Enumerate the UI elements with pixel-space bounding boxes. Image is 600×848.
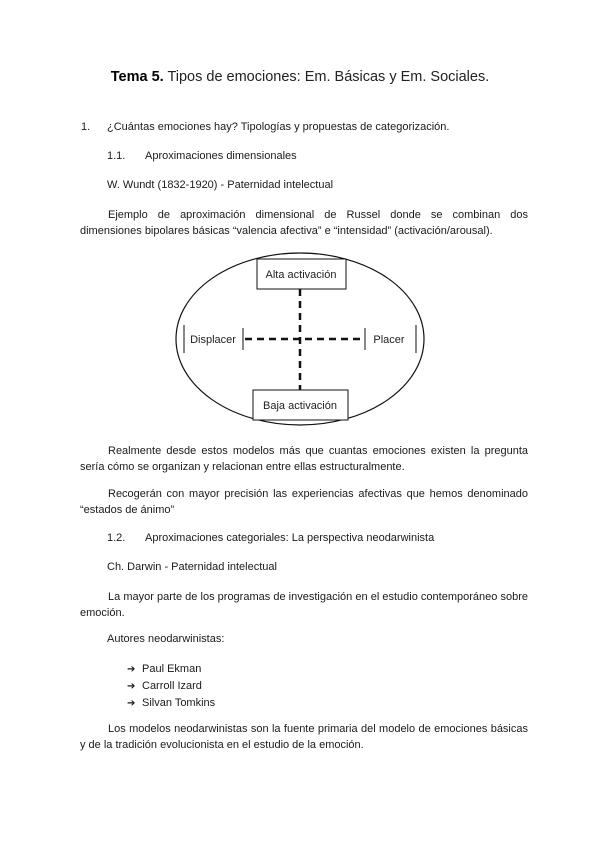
autor-name: Carroll Izard (142, 680, 202, 692)
title-rest: Tipos de emociones: Em. Básicas y Em. Sociales. (163, 69, 490, 85)
label-displacer: Displacer (190, 334, 236, 346)
paragraph-russel-text: Ejemplo de aproximación dimensional de Russel donde se combinan dos dimensiones bipolares básicas “valencia afectiva” e “intensidad” (activación/arousal). (80, 209, 528, 237)
paragraph-mayor-text: La mayor parte de los programas de investigación en el estudio contemporáneo sobre emoción. (80, 591, 528, 619)
section-1-number: 1. (81, 121, 91, 133)
section-1-heading: ¿Cuántas emociones hay? Tipologías y propuestas de categorización. (107, 121, 450, 133)
label-placer: Placer (373, 334, 405, 346)
list-item (127, 661, 215, 678)
autor-name: Paul Ekman (142, 663, 202, 675)
list-item (127, 678, 215, 695)
autor-name: Silvan Tomkins (142, 697, 216, 709)
section-1-2-number: 1.2. (107, 532, 126, 544)
arrow-right-icon: ➔ (127, 664, 136, 675)
section-1-1-heading: Aproximaciones dimensionales (145, 150, 297, 162)
paragraph-realmente-text: Realmente desde estos modelos más que cuantas emociones existen la pregunta sería cómo se organizan y relacionan entre ellas estructuralmente. (80, 445, 528, 473)
label-baja-activacion: Baja activación (263, 400, 337, 412)
darwin-line: Ch. Darwin - Paternidad intelectual (107, 561, 277, 573)
paragraph-modelos (80, 721, 528, 753)
autores-label: Autores neodarwinistas: (107, 633, 225, 645)
paragraph-modelos-text: Los modelos neodarwinistas son la fuente primaria del modelo de emociones básicas y de la tradición evolucionista en el estudio de la emoción. (80, 723, 528, 751)
autores-list (127, 661, 215, 712)
section-1-2-heading: Aproximaciones categoriales: La perspectiva neodarwinista (145, 532, 435, 544)
paragraph-realmente (80, 443, 528, 475)
section-1-1-number: 1.1. (107, 150, 126, 162)
arrow-right-icon: ➔ (127, 681, 136, 692)
list-item (127, 695, 215, 712)
paragraph-recogeran-text: Recogerán con mayor precisión las experiencias afectivas que hemos denominado “estados de ánimo” (80, 488, 528, 516)
label-alta-activacion: Alta activación (265, 269, 337, 281)
paragraph-recogeran (80, 486, 528, 518)
wundt-line: W. Wundt (1832-1920) - Paternidad intelectual (107, 179, 334, 191)
arrow-right-icon: ➔ (127, 698, 136, 709)
title-bold: Tema 5. (110, 69, 164, 85)
paragraph-mayor (80, 589, 528, 621)
